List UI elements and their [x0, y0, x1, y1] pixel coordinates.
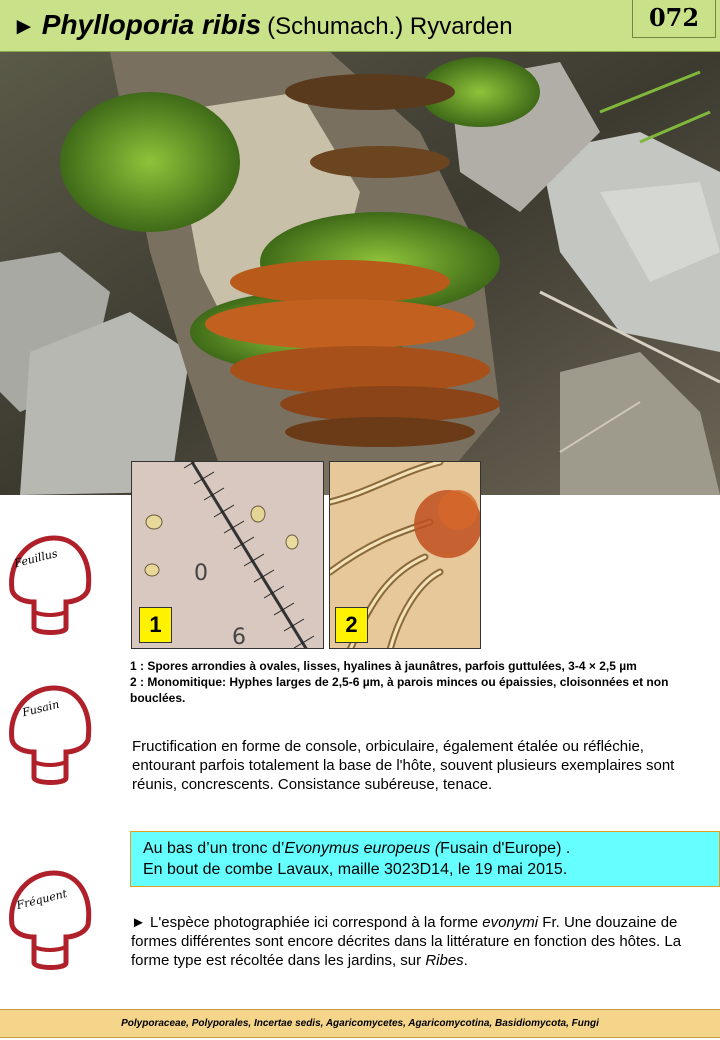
habitat-host: Evonymus europeus — [284, 840, 431, 857]
habitat-common-name: Fusain d'Europe) . — [440, 840, 571, 857]
note-text-2: Fr. Une douzaine de formes différentes sont encore décrites dans la littérature en fonction des hôtes. La forme type est récoltée dans les jardins, sur — [131, 914, 682, 969]
habitat-paren: ( — [430, 840, 441, 857]
mushroom-photo — [0, 52, 720, 495]
species-name: Phylloporia ribis — [41, 9, 262, 40]
species-authority: (Schumach.) Ryvarden — [267, 13, 513, 40]
note-marker: ► — [131, 914, 146, 931]
sheet-number: 072 — [632, 0, 716, 38]
micrograph-label-1: 1 — [139, 607, 172, 643]
title-marker: ► — [12, 13, 36, 40]
habitat-line-1 — [143, 838, 707, 859]
badge-label-frequency: Fréquent — [15, 886, 69, 913]
note-form-name: evonymi — [482, 914, 539, 931]
note-host: Ribes — [425, 952, 464, 969]
description-text: Fructification en forme de console, orbiculaire, également étalée ou réfléchie, entourant parfois totalement la base de l'hôte, souvent plusieurs exemplaires sont réunis, concrescents. Consistance subéreuse, tenace. — [132, 738, 675, 793]
host-badge — [0, 680, 100, 798]
micrograph-captions — [130, 658, 710, 706]
form-note — [131, 913, 711, 970]
title-bar — [0, 0, 720, 52]
spores-micrograph — [131, 461, 324, 649]
caption-2: 2 : Monomitique: Hyphes larges de 2,5-6 µm, à parois minces ou épaissies, cloisonnées et non bouclées. — [130, 675, 669, 705]
mushroom-badge-icon — [0, 680, 100, 798]
substrate-badge — [0, 530, 100, 648]
frequency-badge — [0, 865, 100, 983]
species-title — [12, 9, 513, 41]
habitat-prefix: Au bas d’un tronc d’ — [143, 840, 285, 857]
caption-1: 1 : Spores arrondies à ovales, lisses, hyalines à jaunâtres, parfois guttulées, 3-4 × 2,5 µm — [130, 659, 637, 673]
svg-text:6: 6 — [232, 625, 246, 649]
note-text-3: . — [463, 952, 468, 969]
svg-text:0: 0 — [194, 561, 208, 586]
taxonomy-footer: Polyporaceae, Polyporales, Incertae sedis, Agaricomycetes, Agaricomycotina, Basidiomycota, Fungi — [0, 1009, 720, 1038]
micrograph-label-2: 2 — [335, 607, 368, 643]
badge-label-substrate: Feuillus — [13, 546, 59, 571]
habitat-line-2: En bout de combe Lavaux, maille 3023D14, le 19 mai 2015. — [143, 861, 568, 878]
hyphae-micrograph — [329, 461, 481, 649]
mushroom-badge-icon — [0, 865, 100, 983]
habitat-box — [130, 831, 720, 887]
badge-label-host: Fusain — [20, 697, 61, 720]
note-text-1: L'espèce photographiée ici correspond à la forme — [145, 914, 483, 931]
